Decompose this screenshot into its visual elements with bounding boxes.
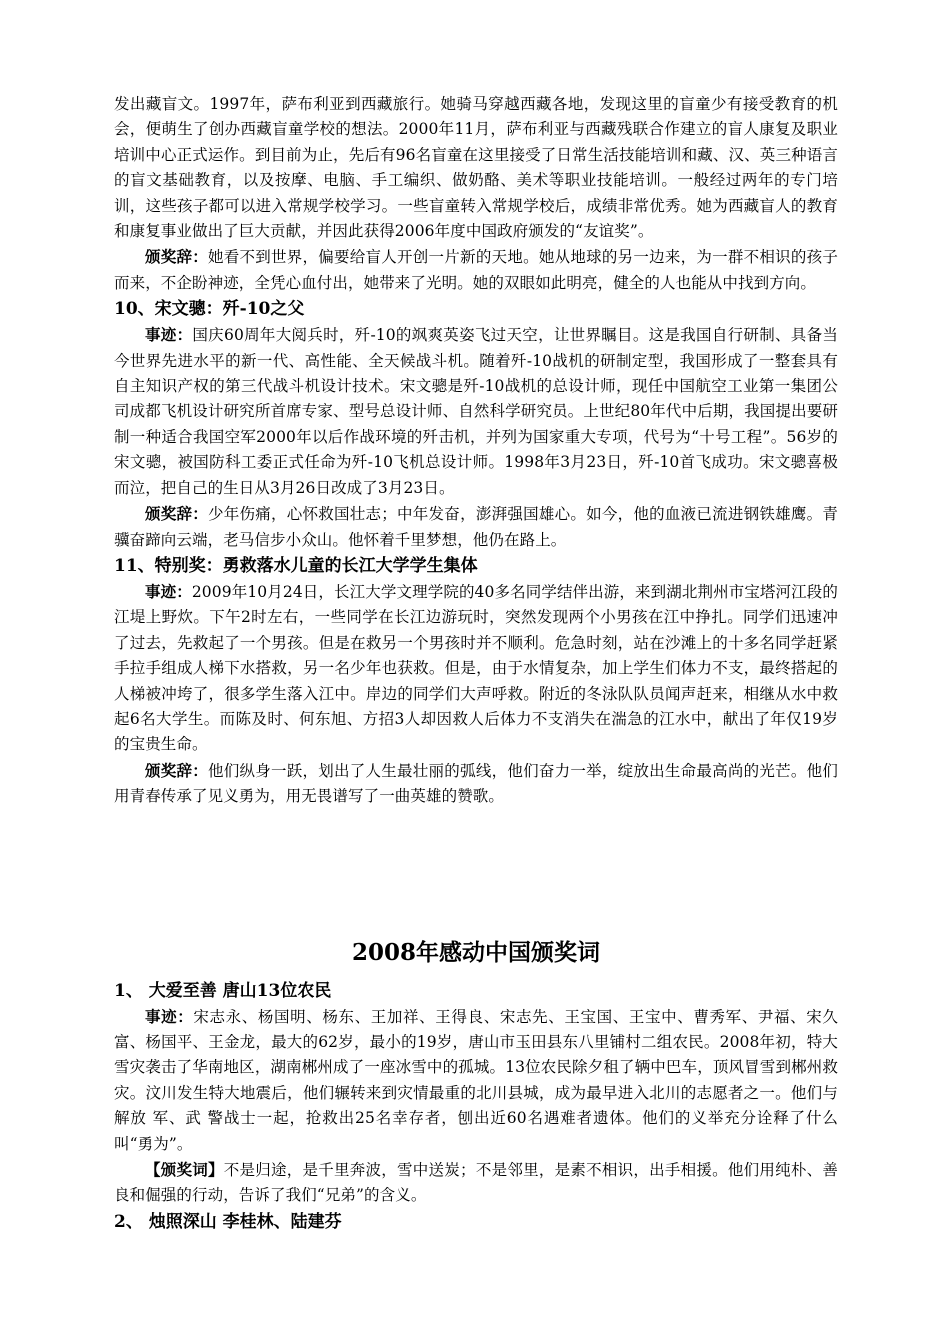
- deed-text: 国庆60周年大阅兵时，歼-10的飒爽英姿飞过天空，让世界瞩目。这是我国自行研制、具备当今世界先进水平的新一代、高性能、全天候战斗机。随着歼-10战机的研制定型，我国形成了一整套具有自主知识产权的第三代战斗机设计技术。宋文骢是歼-10战机的总设计师，现任中国航空工业第一集团公司成都飞机设计研究所首席专家、型号总设计师、自然科学研究员。上世纪80年代中后期，我国提出要研制一种适合我国空军2000年以后作战环境的歼击机，并列为国家重大专项，代号为“十号工程”。56岁的宋文骢，被国防科工委正式任命为歼-10飞机总设计师。1998年3月23日，歼-10首飞成功。宋文骢喜极而泣，把自己的生日从3月26日改成了3月23日。: [114, 326, 838, 497]
- section-heading: 11、特别奖：勇救落水儿童的长江大学学生集体: [114, 555, 478, 576]
- award-label: 颁奖辞：: [145, 760, 209, 780]
- award-text: 他们纵身一跃，划出了人生最壮丽的弧线，他们奋力一举，绽放出生命最高尚的光芒。他们用青春传承了见义勇为，用无畏谱写了一曲英雄的赞歌。: [114, 761, 838, 806]
- page-title: 2008年感动中国颁奖词: [351, 938, 600, 966]
- award-text: 不是归途，是千里奔波，雪中送炭；不是邻里，是素不相识，出手相援。他们用纯朴、善良和倔强的行动，告诉了我们“兄弟”的含义。: [114, 1161, 838, 1205]
- deed-paragraph: [114, 579, 838, 758]
- award-label: 颁奖辞：: [145, 504, 209, 524]
- award-text: 少年伤痛，心怀救国壮志；中年发奋，澎湃强国雄心。如今，他的血液已流进钢铁雄鹰。青骥奋蹄向云端，老马信步小众山。他怀着千里梦想，他仍在路上。: [114, 505, 838, 549]
- section-heading: 10、宋文骢：歼-10之父: [114, 299, 305, 320]
- award-label: 颁奖辞：: [145, 247, 209, 267]
- section-heading: 1、 大爱至善 唐山13位农民: [114, 980, 332, 1001]
- section-heading: 2、 烛照深山 李桂林、陆建芬: [114, 1211, 342, 1232]
- deed-text: 2009年10月24日，长江大学文理学院的40多名同学结伴出游，来到湖北荆州市宝塔河江段的江堤上野炊。下午2时左右，一些同学在长江边游玩时，突然发现两个小男孩在江中挣扎。同学们迅速冲了过去，先救起了一个男孩。但是在救另一个男孩时并不顺利。危急时刻，站在沙滩上的十多名同学赶紧手拉手组成人梯下水搭救，另一名少年也获救。但是，由于水情复杂，加上学生们体力不支，最终搭起的人梯被冲垮了，很多学生落入江中。岸边的同学们大声呼救。附近的冬泳队队员闻声赶来，相继从水中救起6名大学生。而陈及时、何东旭、方招3人却因救人后体力不支消失在湍急的江水中，献出了年仅19岁的宝贵生命。: [114, 582, 838, 754]
- award-paragraph: [114, 1157, 838, 1209]
- award-paragraph: [114, 501, 838, 553]
- deed-label: 事迹：: [145, 581, 192, 601]
- deed-label: 事迹：: [145, 325, 193, 345]
- award-text: 她看不到世界，偏要给盲人开创一片新的天地。她从地球的另一边来，为一群不相识的孩子而来，不企盼神迹，全凭心血付出，她带来了光明。她的双眼如此明亮，健全的人也能从中找到方向。: [114, 248, 838, 292]
- deed-paragraph: [114, 322, 838, 501]
- deed-label: 事迹：: [145, 1006, 194, 1026]
- award-paragraph: [114, 244, 838, 296]
- deed-paragraph: [114, 1004, 838, 1157]
- deed-text: 宋志永、杨国明、杨东、王加祥、王得良、宋志先、王宝国、王宝中、曹秀军、尹福、宋久富、杨国平、王金龙，最大的62岁，最小的19岁，唐山市玉田县东八里铺村二组农民。2008年初，特大雪灾袭击了华南地区，湖南郴州成了一座冰雪中的孤城。13位农民除夕租了辆中巴车，顶风冒雪到郴州救灾。汶川发生特大地震后，他们辗转来到灾情最重的北川县城，成为最早进入北川的志愿者之一。他们与解放 军、武 警战士一起，抢救出25名幸存者，刨出近60名遇难者遗体。他们的义举充分诠释了什么叫“勇为”。: [114, 1007, 838, 1153]
- blank-space: [114, 810, 838, 936]
- award-label: 【颁奖词】: [145, 1160, 224, 1179]
- award-paragraph: [114, 758, 838, 810]
- paragraph-body: 发出藏盲文。1997年，萨布利亚到西藏旅行。她骑马穿越西藏各地，发现这里的盲童少有接受教育的机会，便萌生了创办西藏盲童学校的想法。2000年11月，萨布利亚与西藏残联合作建立的盲人康复及职业培训中心正式运作。到目前为止，先后有96名盲童在这里接受了日常生活技能培训和藏、汉、英三种语言的盲文基础教育，以及按摩、电脑、手工编织、做奶酪、美术等职业技能培训。一般经过两年的专门培训，这些孩子都可以进入常规学校学习。一些盲童转入常规学校后，成绩非常优秀。她为西藏盲人的教育和康复事业做出了巨大贡献，并因此获得2006年度中国政府颁发的“友谊奖”。: [114, 95, 838, 241]
